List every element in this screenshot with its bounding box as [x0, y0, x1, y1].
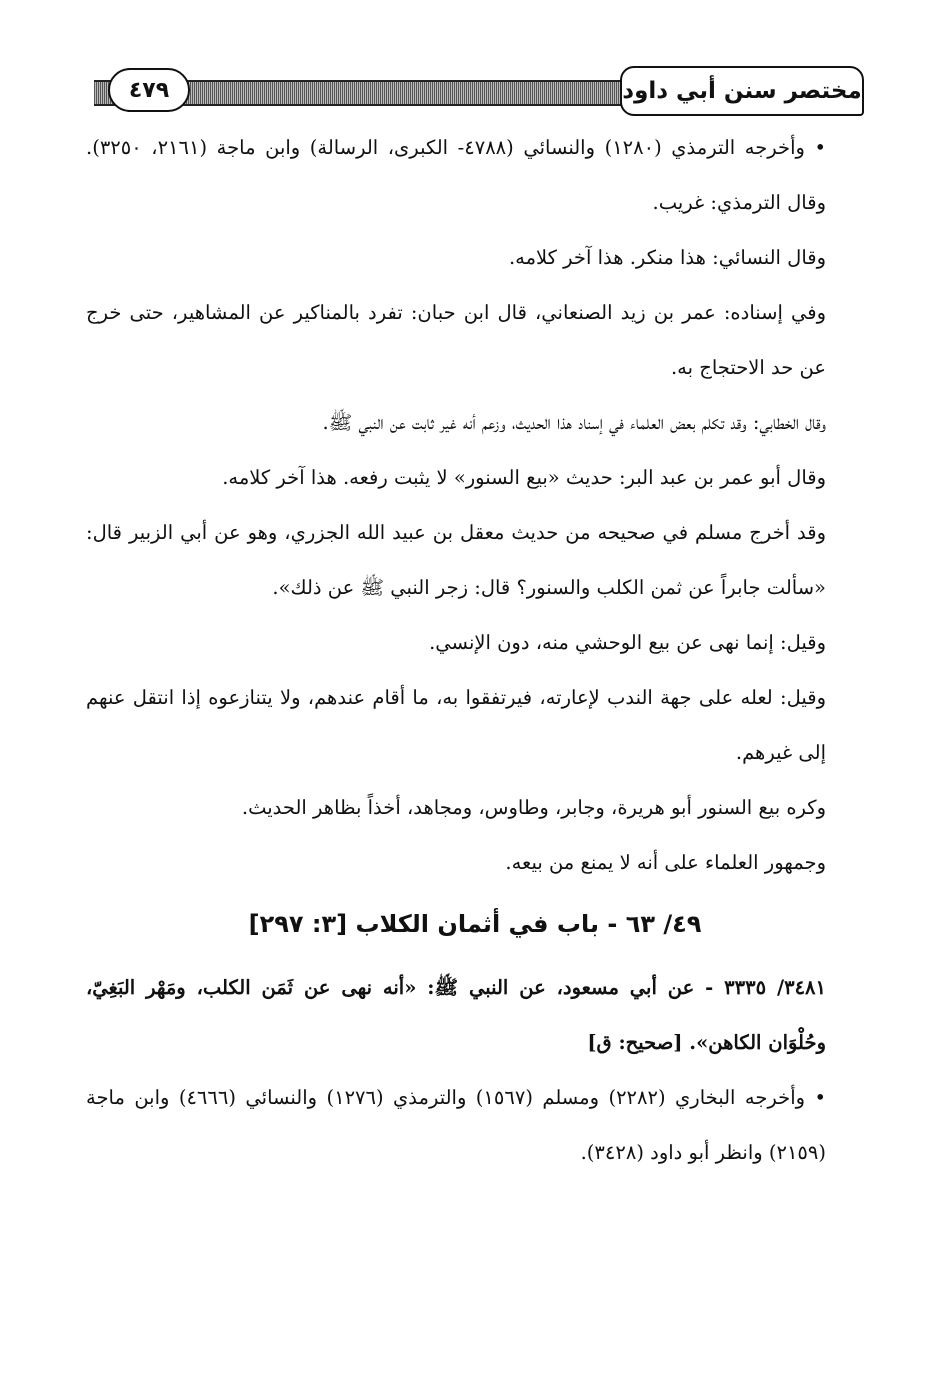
paragraph-jumhur: وجمهور العلماء على أنه لا يمنع من بيعه. — [505, 851, 826, 874]
footnote-takhrij: • وأخرجه البخاري (٢٢٨٢) ومسلم (١٥٦٧) والترمذي (١٢٧٦) والنسائي (٤٦٦٦) وابن ماجة (٢١٥٩) وانظر أبو داود (٣٤٢٨). — [86, 1086, 826, 1164]
paragraph-nasai: وقال النسائي: هذا منكر. هذا آخر كلامه. — [508, 246, 826, 269]
hadith-text: ٣٤٨١/ ٣٣٣٥ - عن أبي مسعود، عن النبي ﷺ: «أنه نهى عن ثَمَن الكلب، ومَهْر البَغِيّ، وحُلْوَان الكاهن». [صحيح: ق] — [86, 976, 826, 1054]
paragraph-qila-2: وقيل: لعله على جهة الندب لإعارته، فيرتفقوا به، ما أقام عندهم، ولا يتنازعوه إذا انتقل عنهم إلى غيرهم. — [86, 686, 826, 764]
paragraph-khattabi: وقال الخطابي: وقد تكلم بعض العلماء في إسناد هذا الحديث، وزعم أنه غير ثابت عن النبي ﷺ. — [322, 411, 826, 434]
paragraph-takhrij: • وأخرجه الترمذي (١٢٨٠) والنسائي (٤٧٨٨- الكبرى، الرسالة) وابن ماجة (٢١٦١، ٣٢٥٠). وقال الترمذي: غريب. — [86, 136, 827, 214]
page-number: ٤٧٩ — [108, 68, 190, 112]
book-title: مختصر سنن أبي داود — [620, 66, 864, 116]
paragraph-isnad: وفي إسناده: عمر بن زيد الصنعاني، قال ابن حبان: تفرد بالمناكير عن المشاهير، حتى خرج عن حد الاحتجاج به. — [86, 301, 826, 379]
paragraph-qila-1: وقيل: إنما نهى عن بيع الوحشي منه، دون الإنسي. — [429, 631, 826, 654]
page-header — [86, 66, 864, 116]
paragraph-karaha: وكره بيع السنور أبو هريرة، وجابر، وطاوس، ومجاهد، أخذاً بظاهر الحديث. — [241, 796, 826, 819]
paragraph-muslim: وقد أخرج مسلم في صحيحه من حديث معقل بن عبيد الله الجزري، وهو عن أبي الزبير قال: «سألت جابراً عن ثمن الكلب والسنور؟ قال: زجر النبي ﷺ عن ذلك». — [86, 521, 826, 599]
chapter-heading: ٤٩/ ٦٣ - باب في أثمان الكلاب [٣: ٢٩٧] — [248, 910, 702, 938]
page-body — [86, 120, 864, 1180]
paragraph-ibn-abd-albarr: وقال أبو عمر بن عبد البر: حديث «بيع السنور» لا يثبت رفعه. هذا آخر كلامه. — [222, 466, 826, 489]
